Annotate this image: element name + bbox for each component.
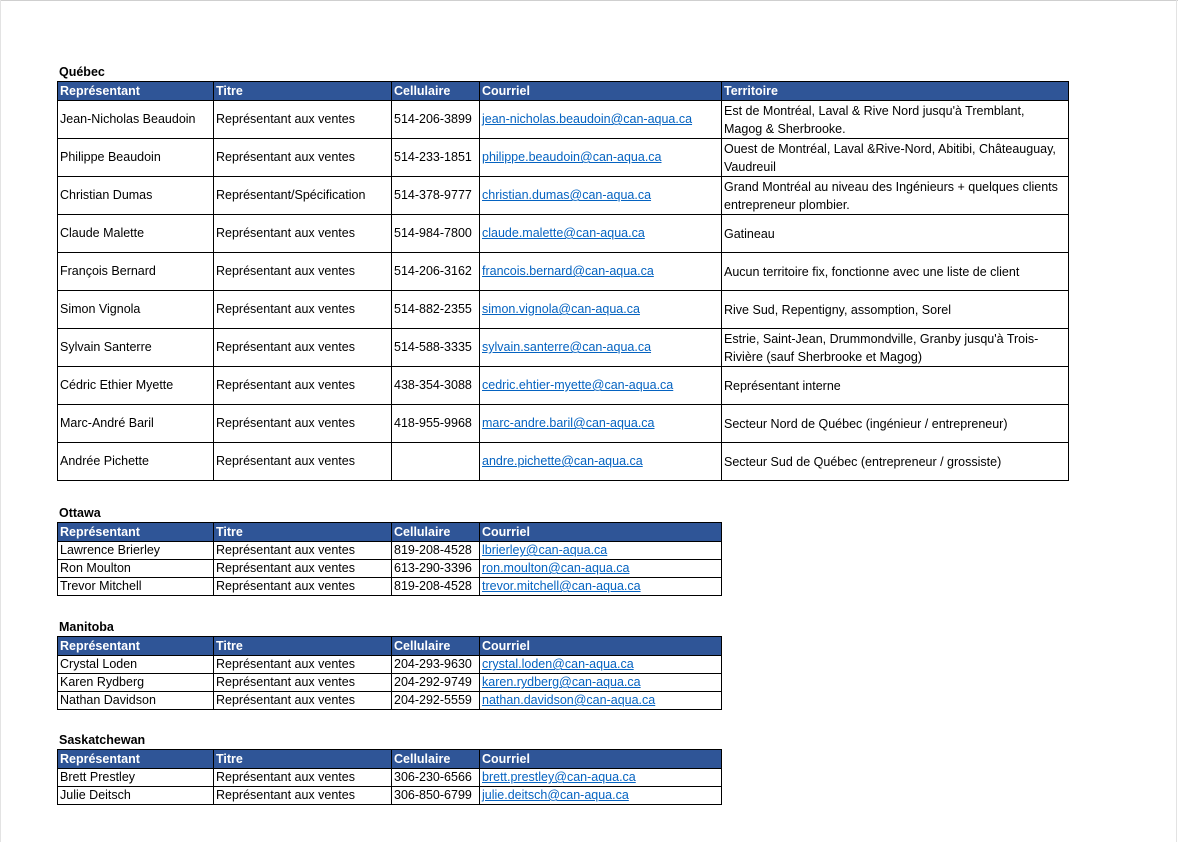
cell-courriel	[480, 253, 722, 291]
header-representant: Représentant	[58, 637, 214, 656]
cell-courriel	[480, 101, 722, 139]
table-header-row	[58, 82, 1069, 101]
section-title-ottawa: Ottawa	[59, 506, 101, 520]
table-row	[58, 215, 1069, 253]
email-link[interactable]: crystal.loden@can-aqua.ca	[482, 657, 634, 671]
cell-courriel	[480, 542, 722, 560]
cell-courriel	[480, 177, 722, 215]
cell-titre: Représentant aux ventes	[214, 769, 392, 787]
page-border-top	[0, 0, 1178, 1]
cell-titre: Représentant aux ventes	[214, 405, 392, 443]
cell-representant: Brett Prestley	[58, 769, 214, 787]
cell-courriel	[480, 674, 722, 692]
cell-courriel	[480, 443, 722, 481]
email-link[interactable]: trevor.mitchell@can-aqua.ca	[482, 579, 641, 593]
email-link[interactable]: lbrierley@can-aqua.ca	[482, 543, 608, 557]
cell-representant: Philippe Beaudoin	[58, 139, 214, 177]
cell-cellulaire: 514-882-2355	[392, 291, 480, 329]
table-ottawa	[57, 522, 722, 596]
table-manitoba	[57, 636, 722, 710]
cell-cellulaire: 418-955-9968	[392, 405, 480, 443]
cell-courriel	[480, 787, 722, 805]
cell-courriel	[480, 215, 722, 253]
cell-cellulaire: 204-292-5559	[392, 692, 480, 710]
cell-titre: Représentant aux ventes	[214, 443, 392, 481]
cell-cellulaire: 514-206-3899	[392, 101, 480, 139]
cell-titre: Représentant aux ventes	[214, 367, 392, 405]
cell-representant: Trevor Mitchell	[58, 578, 214, 596]
header-courriel: Courriel	[480, 750, 722, 769]
table-row	[58, 253, 1069, 291]
cell-representant: Crystal Loden	[58, 656, 214, 674]
cell-representant: François Bernard	[58, 253, 214, 291]
cell-titre: Représentant aux ventes	[214, 656, 392, 674]
cell-cellulaire: 613-290-3396	[392, 560, 480, 578]
header-cellulaire: Cellulaire	[392, 523, 480, 542]
cell-representant: Cédric Ethier Myette	[58, 367, 214, 405]
cell-representant: Jean-Nicholas Beaudoin	[58, 101, 214, 139]
cell-territoire: Grand Montréal au niveau des Ingénieurs + quelques clients entrepreneur plombier.	[722, 177, 1069, 215]
header-titre: Titre	[214, 82, 392, 101]
cell-titre: Représentant aux ventes	[214, 253, 392, 291]
email-link[interactable]: philippe.beaudoin@can-aqua.ca	[482, 150, 662, 164]
cell-courriel	[480, 656, 722, 674]
cell-cellulaire: 514-588-3335	[392, 329, 480, 367]
email-link[interactable]: brett.prestley@can-aqua.ca	[482, 770, 636, 784]
header-representant: Représentant	[58, 82, 214, 101]
cell-courriel	[480, 578, 722, 596]
header-territoire: Territoire	[722, 82, 1069, 101]
cell-cellulaire: 514-984-7800	[392, 215, 480, 253]
cell-territoire: Représentant interne	[722, 367, 1069, 405]
cell-titre: Représentant aux ventes	[214, 139, 392, 177]
cell-cellulaire: 514-378-9777	[392, 177, 480, 215]
email-link[interactable]: cedric.ehtier-myette@can-aqua.ca	[482, 378, 674, 392]
cell-courriel	[480, 367, 722, 405]
table-header-row	[58, 523, 722, 542]
header-cellulaire: Cellulaire	[392, 637, 480, 656]
cell-cellulaire: 819-208-4528	[392, 578, 480, 596]
table-quebec	[57, 81, 1069, 481]
table-row	[58, 560, 722, 578]
table-row	[58, 692, 722, 710]
table-row	[58, 769, 722, 787]
cell-titre: Représentant aux ventes	[214, 787, 392, 805]
cell-territoire: Ouest de Montréal, Laval &Rive-Nord, Abitibi, Châteauguay, Vaudreuil	[722, 139, 1069, 177]
cell-representant: Karen Rydberg	[58, 674, 214, 692]
email-link[interactable]: julie.deitsch@can-aqua.ca	[482, 788, 629, 802]
cell-titre: Représentant aux ventes	[214, 329, 392, 367]
cell-courriel	[480, 560, 722, 578]
cell-titre: Représentant aux ventes	[214, 291, 392, 329]
table-row	[58, 405, 1069, 443]
cell-titre: Représentant/Spécification	[214, 177, 392, 215]
cell-representant: Sylvain Santerre	[58, 329, 214, 367]
header-courriel: Courriel	[480, 523, 722, 542]
cell-representant: Marc-André Baril	[58, 405, 214, 443]
email-link[interactable]: andre.pichette@can-aqua.ca	[482, 454, 643, 468]
header-cellulaire: Cellulaire	[392, 750, 480, 769]
header-titre: Titre	[214, 750, 392, 769]
cell-representant: Julie Deitsch	[58, 787, 214, 805]
cell-titre: Représentant aux ventes	[214, 674, 392, 692]
cell-titre: Représentant aux ventes	[214, 692, 392, 710]
cell-territoire: Gatineau	[722, 215, 1069, 253]
table-row	[58, 787, 722, 805]
page-border-left	[0, 0, 1, 842]
header-titre: Titre	[214, 523, 392, 542]
cell-titre: Représentant aux ventes	[214, 215, 392, 253]
email-link[interactable]: sylvain.santerre@can-aqua.ca	[482, 340, 652, 354]
table-row	[58, 443, 1069, 481]
email-link[interactable]: nathan.davidson@can-aqua.ca	[482, 693, 656, 707]
cell-territoire: Est de Montréal, Laval & Rive Nord jusqu'à Tremblant, Magog & Sherbrooke.	[722, 101, 1069, 139]
email-link[interactable]: karen.rydberg@can-aqua.ca	[482, 675, 641, 689]
email-link[interactable]: francois.bernard@can-aqua.ca	[482, 264, 654, 278]
email-link[interactable]: christian.dumas@can-aqua.ca	[482, 188, 652, 202]
cell-representant: Nathan Davidson	[58, 692, 214, 710]
cell-titre: Représentant aux ventes	[214, 101, 392, 139]
table-row	[58, 177, 1069, 215]
header-courriel: Courriel	[480, 82, 722, 101]
cell-courriel	[480, 692, 722, 710]
header-courriel: Courriel	[480, 637, 722, 656]
table-row	[58, 291, 1069, 329]
email-link[interactable]: ron.moulton@can-aqua.ca	[482, 561, 630, 575]
cell-representant: Christian Dumas	[58, 177, 214, 215]
table-row	[58, 367, 1069, 405]
table-saskatchewan	[57, 749, 722, 805]
cell-courriel	[480, 291, 722, 329]
cell-representant: Lawrence Brierley	[58, 542, 214, 560]
header-titre: Titre	[214, 637, 392, 656]
cell-cellulaire: 204-293-9630	[392, 656, 480, 674]
cell-cellulaire: 514-233-1851	[392, 139, 480, 177]
cell-representant: Ron Moulton	[58, 560, 214, 578]
header-representant: Représentant	[58, 523, 214, 542]
table-row	[58, 674, 722, 692]
cell-courriel	[480, 139, 722, 177]
email-link[interactable]: jean-nicholas.beaudoin@can-aqua.ca	[482, 112, 693, 126]
table-row	[58, 542, 722, 560]
cell-courriel	[480, 769, 722, 787]
cell-cellulaire: 819-208-4528	[392, 542, 480, 560]
header-representant: Représentant	[58, 750, 214, 769]
table-row	[58, 101, 1069, 139]
cell-territoire: Secteur Sud de Québec (entrepreneur / grossiste)	[722, 443, 1069, 481]
cell-cellulaire: 514-206-3162	[392, 253, 480, 291]
cell-territoire: Aucun territoire fix, fonctionne avec une liste de client	[722, 253, 1069, 291]
section-title-quebec: Québec	[59, 65, 105, 79]
cell-courriel	[480, 405, 722, 443]
cell-cellulaire: 306-850-6799	[392, 787, 480, 805]
cell-representant: Claude Malette	[58, 215, 214, 253]
cell-territoire: Rive Sud, Repentigny, assomption, Sorel	[722, 291, 1069, 329]
cell-cellulaire: 306-230-6566	[392, 769, 480, 787]
cell-cellulaire	[392, 443, 480, 481]
table-row	[58, 656, 722, 674]
table-row	[58, 578, 722, 596]
cell-titre: Représentant aux ventes	[214, 578, 392, 596]
email-link[interactable]: claude.malette@can-aqua.ca	[482, 226, 645, 240]
cell-courriel	[480, 329, 722, 367]
table-row	[58, 139, 1069, 177]
cell-cellulaire: 438-354-3088	[392, 367, 480, 405]
header-cellulaire: Cellulaire	[392, 82, 480, 101]
table-header-row	[58, 637, 722, 656]
table-row	[58, 329, 1069, 367]
cell-titre: Représentant aux ventes	[214, 560, 392, 578]
page-border-right	[1176, 0, 1177, 842]
section-title-manitoba: Manitoba	[59, 620, 114, 634]
email-link[interactable]: simon.vignola@can-aqua.ca	[482, 302, 640, 316]
cell-representant: Andrée Pichette	[58, 443, 214, 481]
table-header-row	[58, 750, 722, 769]
email-link[interactable]: marc-andre.baril@can-aqua.ca	[482, 416, 655, 430]
cell-cellulaire: 204-292-9749	[392, 674, 480, 692]
cell-territoire: Secteur Nord de Québec (ingénieur / entrepreneur)	[722, 405, 1069, 443]
cell-titre: Représentant aux ventes	[214, 542, 392, 560]
section-title-saskatchewan: Saskatchewan	[59, 733, 146, 747]
cell-representant: Simon Vignola	[58, 291, 214, 329]
cell-territoire: Estrie, Saint-Jean, Drummondville, Granby jusqu'à Trois-Rivière (sauf Sherbrooke et Magog)	[722, 329, 1069, 367]
